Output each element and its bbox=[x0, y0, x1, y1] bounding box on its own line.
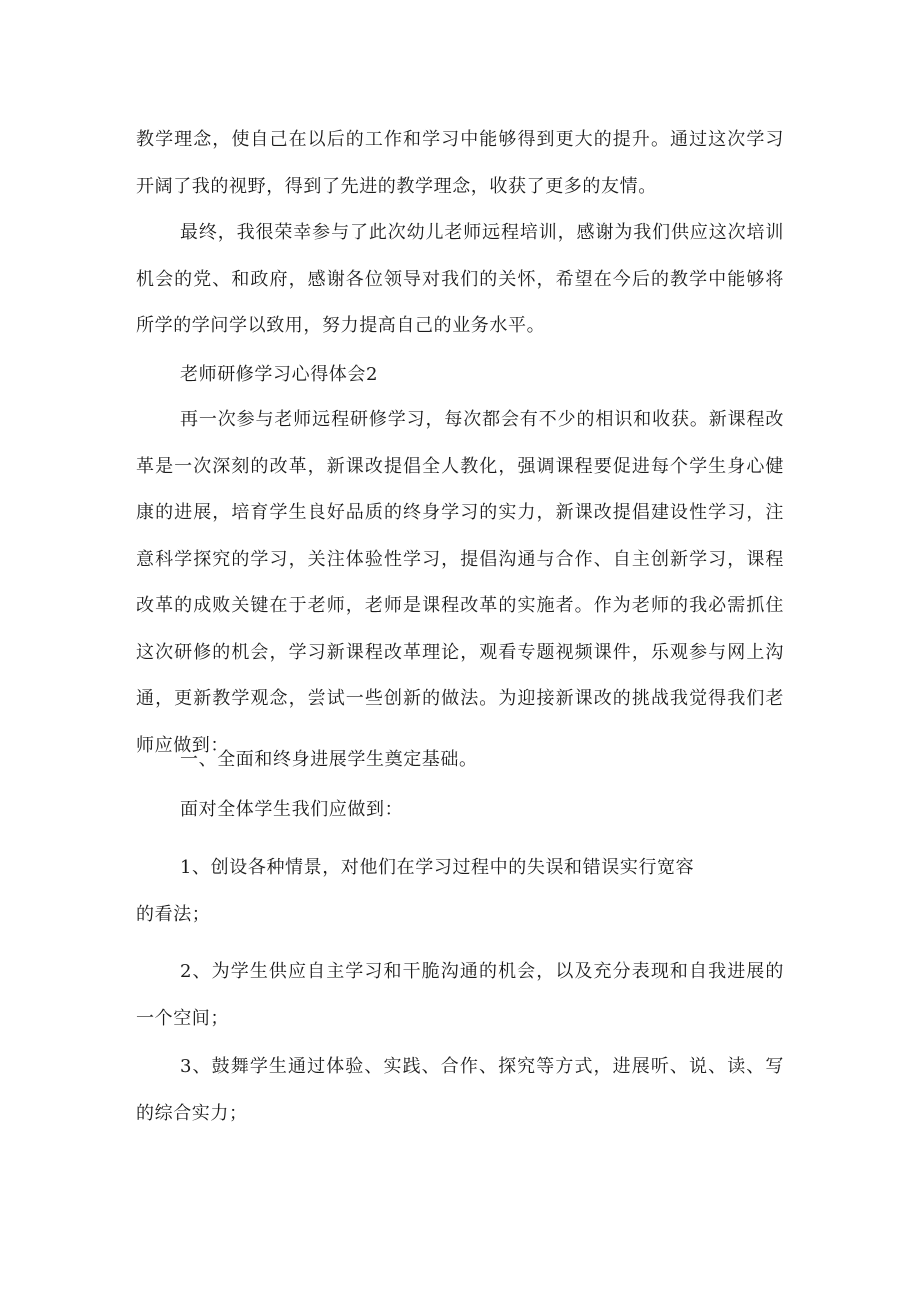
paragraph-conclusion: 最终，我很荣幸参与了此次幼儿老师远程培训，感谢为我们供应这次培训机会的党、和政府，感谢各位领导对我们的关怀，希望在今后的教学中能够将所学的学问学以致用，努力提高自己的业务水平。 bbox=[136, 222, 784, 336]
list-intro: 面对全体学生我们应做到： bbox=[180, 799, 404, 820]
paragraph-continuation: 教学理念，使自己在以后的工作和学习中能够得到更大的提升。通过这次学习开阔了我的视野，得到了先进的教学理念，收获了更多的友情。 bbox=[136, 129, 784, 197]
list-item-2: 2、为学生供应自主学习和干脆沟通的机会，以及充分表现和自我进展的一个空间； bbox=[136, 961, 784, 1029]
list-item-1-line-2: 的看法； bbox=[136, 904, 211, 925]
list-item-1-line-1: 1、创设各种情景，对他们在学习过程中的失误和错误实行宽容 bbox=[180, 857, 695, 878]
paragraph-body: 再一次参与老师远程研修学习，每次都会有不少的相识和收获。新课程改革是一次深刻的改革，新课改提倡全人教化，强调课程要促进每个学生身心健康的进展，培育学生良好品质的终身学习的实力，新课改提倡建设性学习，注意科学探究的学习，关注体验性学习，提倡沟通与合作、自主创新学习，课程改革的成败关键在于老师，老师是课程改革的实施者。作为老师的我必需抓住这次研修的机会，学习新课程改革理论，观看专题视频课件，乐观参与网上沟通，更新教学观念，尝试一些创新的做法。为迎接新课改的挑战我觉得我们老师应做到： bbox=[136, 409, 784, 756]
list-item-3: 3、鼓舞学生通过体验、实践、合作、探究等方式，进展听、说、读、写的综合实力； bbox=[136, 1056, 784, 1124]
subsection-heading: 一、全面和终身进展学生奠定基础。 bbox=[180, 749, 478, 770]
section-heading: 老师研修学习心得体会2 bbox=[180, 364, 379, 385]
